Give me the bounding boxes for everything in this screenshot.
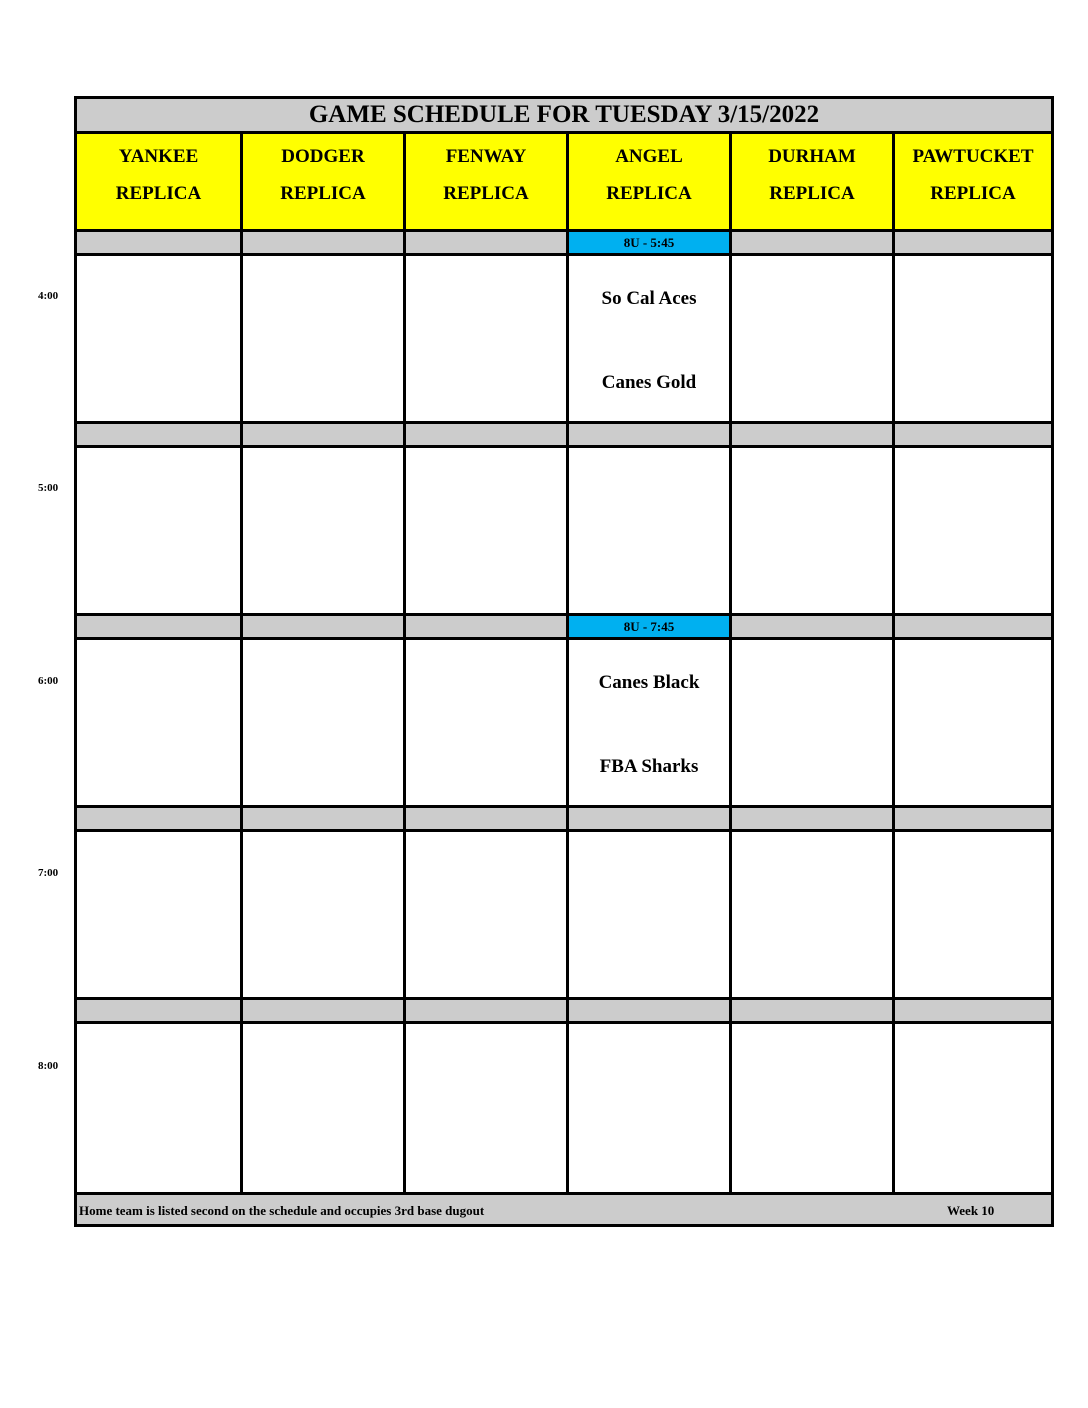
field-header [243,134,403,232]
time-slot-cell [406,256,566,424]
time-slot-cell [243,256,403,424]
time-slot-cell [406,1024,566,1192]
slot-band [895,808,1051,832]
time-slot-cell [895,448,1051,616]
time-slot-cell [243,448,403,616]
field-subtitle: REPLICA [443,183,529,204]
field-column [240,134,403,1192]
time-slot-cell [732,832,892,1000]
footer-note: Home team is listed second on the schedule and occupies 3rd base dugout [79,1203,485,1218]
schedule-title: GAME SCHEDULE FOR TUESDAY 3/15/2022 [77,99,1051,134]
time-slot-cell [895,256,1051,424]
field-name: PAWTUCKET [912,146,1034,167]
time-label: 6:00 [38,675,59,687]
slot-band [243,424,403,448]
field-name: YANKEE [118,146,199,167]
time-slot-cell [732,640,892,808]
slot-band [406,808,566,832]
schedule-sheet [74,96,1054,1227]
field-subtitle: REPLICA [115,183,202,204]
time-slot-cell [569,448,729,616]
away-team: So Cal Aces [601,288,697,309]
field-column [403,134,566,1192]
field-column [77,134,240,1192]
time-slot-cell [243,640,403,808]
slot-band [895,1000,1051,1024]
time-slot-cell [77,448,240,616]
time-slot-cell [569,256,729,424]
time-slot-cell [77,256,240,424]
slot-band [406,232,566,256]
field-column [566,134,729,1192]
field-header [406,134,566,232]
time-slot-cell [77,832,240,1000]
field-name: FENWAY [445,146,527,167]
field-header [77,134,240,232]
field-name: ANGEL [615,146,683,167]
time-label: 5:00 [38,482,59,494]
field-subtitle: REPLICA [769,183,855,204]
home-team: FBA Sharks [599,756,699,777]
schedule-footer [77,1192,1051,1224]
slot-band [406,1000,566,1024]
slot-band [77,232,240,256]
field-name: DURHAM [768,146,856,167]
slot-band [895,616,1051,640]
slot-band [569,1000,729,1024]
time-slot-cell [732,256,892,424]
field-column [729,134,892,1192]
slot-band [243,616,403,640]
slot-band [732,424,892,448]
slot-band [77,616,240,640]
field-name: DODGER [281,146,365,167]
week-label: Week 10 [947,1203,995,1218]
time-slot-cell [732,448,892,616]
field-header [895,134,1051,232]
slot-band [895,232,1051,256]
slot-band [77,808,240,832]
field-column [892,134,1051,1192]
time-slot-cell [569,640,729,808]
slot-band [895,424,1051,448]
slot-band [732,1000,892,1024]
time-label: 8:00 [38,1060,59,1072]
slot-band [77,424,240,448]
slot-band [406,616,566,640]
slot-band [569,808,729,832]
game-label: 8U - 7:45 [569,616,729,640]
time-slot-cell [77,1024,240,1192]
time-label: 7:00 [38,867,59,879]
time-slot-cell [243,1024,403,1192]
time-slot-cell [895,640,1051,808]
game-label: 8U - 5:45 [569,232,729,256]
slot-band [406,424,566,448]
slot-band [732,232,892,256]
time-slot-cell [406,640,566,808]
time-slot-cell [895,1024,1051,1192]
slot-band [732,616,892,640]
slot-band [732,808,892,832]
home-team: Canes Gold [601,372,697,393]
time-slot-cell [732,1024,892,1192]
time-slot-cell [77,640,240,808]
field-subtitle: REPLICA [930,183,1016,204]
slot-band [569,424,729,448]
field-header [732,134,892,232]
time-slot-cell [406,832,566,1000]
away-team: Canes Black [598,672,700,693]
field-subtitle: REPLICA [280,183,366,204]
time-slot-cell [243,832,403,1000]
field-header [569,134,729,232]
time-label: 4:00 [38,290,59,302]
field-columns [77,134,1051,1192]
time-slot-cell [569,1024,729,1192]
time-slot-cell [406,448,566,616]
slot-band [77,1000,240,1024]
slot-band [243,232,403,256]
field-subtitle: REPLICA [606,183,692,204]
time-slot-cell [895,832,1051,1000]
slot-band [243,1000,403,1024]
slot-band [243,808,403,832]
time-slot-cell [569,832,729,1000]
